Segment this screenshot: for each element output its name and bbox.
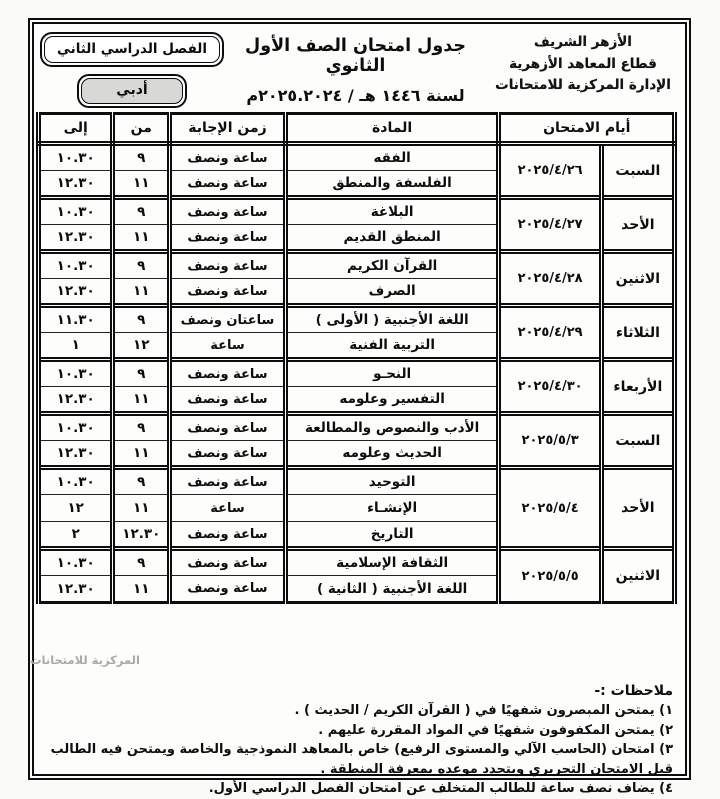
table-row <box>39 468 675 495</box>
subject-cell: القرآن الكريم <box>285 252 499 279</box>
duration-cell: ساعة ونصف <box>170 360 286 387</box>
to-cell: ١٢.٣٠ <box>39 171 113 198</box>
subject-cell: الصرف <box>285 279 499 306</box>
date-cell: ٢٠٢٥/٤/٢٧ <box>499 198 601 252</box>
exam-table-body <box>39 144 675 603</box>
to-cell: ١٠.٣٠ <box>39 549 113 576</box>
track-badge-label: أدبي <box>81 78 182 104</box>
col-header-subject: المادة <box>285 114 499 144</box>
track-badge <box>77 74 186 108</box>
duration-cell: ساعة ونصف <box>170 549 286 576</box>
day-cell: السبت <box>601 414 674 468</box>
azhar-logo <box>485 29 681 112</box>
day-cell: الأحد <box>601 468 674 549</box>
subject-cell: التربية الفنية <box>285 333 499 360</box>
duration-cell: ساعة ونصف <box>170 576 286 603</box>
note-item: ٤) يضاف نصف ساعة للطالب المتخلف عن امتحان الفصل الدراسي الأول. <box>208 781 673 796</box>
page-header <box>34 24 685 112</box>
day-cell: الثلاثاء <box>601 306 674 360</box>
subject-cell: الإنشـاء <box>285 495 499 522</box>
subject-cell: البلاغة <box>285 198 499 225</box>
col-header-days: أيام الامتحان <box>499 114 675 144</box>
to-cell: ١٢.٣٠ <box>39 441 113 468</box>
to-cell: ١٢ <box>39 495 113 522</box>
day-cell: الأحد <box>601 198 674 252</box>
date-cell: ٢٠٢٥/٤/٢٨ <box>499 252 601 306</box>
day-cell: الاثنين <box>601 549 674 603</box>
duration-cell: ساعة <box>170 495 286 522</box>
table-header-row <box>39 114 675 144</box>
subject-cell: النحـو <box>285 360 499 387</box>
table-row <box>39 198 675 225</box>
date-cell: ٢٠٢٥/٤/٣٠ <box>499 360 601 414</box>
from-cell: ٩ <box>113 198 170 225</box>
title-block <box>226 29 485 112</box>
to-cell: ١٠.٣٠ <box>39 198 113 225</box>
from-cell: ٩ <box>113 252 170 279</box>
duration-cell: ساعة ونصف <box>170 468 286 495</box>
from-cell: ١١ <box>113 576 170 603</box>
subject-cell: الفقه <box>285 144 499 171</box>
exam-schedule-table <box>36 112 677 604</box>
to-cell: ١٢.٣٠ <box>39 279 113 306</box>
duration-cell: ساعة <box>170 333 286 360</box>
from-cell: ٩ <box>113 306 170 333</box>
duration-cell: ساعة ونصف <box>170 252 286 279</box>
duration-cell: ساعة ونصف <box>170 387 286 414</box>
from-cell: ١١ <box>113 171 170 198</box>
duration-cell: ساعة ونصف <box>170 144 286 171</box>
from-cell: ٩ <box>113 549 170 576</box>
from-cell: ٩ <box>113 414 170 441</box>
duration-cell: ساعة ونصف <box>170 414 286 441</box>
day-cell: السبت <box>601 144 674 198</box>
table-row <box>39 306 675 333</box>
to-cell: ١٢.٣٠ <box>39 225 113 252</box>
day-cell: الأربعاء <box>601 360 674 414</box>
from-cell: ٩ <box>113 144 170 171</box>
to-cell: ١٢.٣٠ <box>39 387 113 414</box>
from-cell: ١١ <box>113 495 170 522</box>
subject-cell: الثقافة الإسلامية <box>285 549 499 576</box>
to-cell: ١٠.٣٠ <box>39 468 113 495</box>
date-cell: ٢٠٢٥/٤/٢٦ <box>499 144 601 198</box>
logo-line-2: قطاع المعاهد الأزهرية <box>509 55 657 72</box>
from-cell: ١١ <box>113 441 170 468</box>
logo-line-1: الأزهر الشريف <box>534 34 632 50</box>
table-row <box>39 252 675 279</box>
from-cell: ٩ <box>113 468 170 495</box>
table-row <box>39 360 675 387</box>
duration-cell: ساعة ونصف <box>170 198 286 225</box>
to-cell: ١٠.٣٠ <box>39 252 113 279</box>
note-item: ٢) يمتحن المكفوفون شفهيًا في المواد المقررة عليهم . <box>318 722 673 738</box>
table-row <box>39 414 675 441</box>
to-cell: ١٠.٣٠ <box>39 144 113 171</box>
to-cell: ١٠.٣٠ <box>39 414 113 441</box>
from-cell: ١١ <box>113 387 170 414</box>
to-cell: ١١.٣٠ <box>39 306 113 333</box>
note-item: ١) يمتحن المبصرون شفهيًا في ( القرآن الكريم / الحديث ) . <box>294 703 673 718</box>
date-cell: ٢٠٢٥/٥/٤ <box>499 468 601 549</box>
semester-badge-label: الفصل الدراسي الثاني <box>44 36 220 63</box>
subject-cell: المنطق القديم <box>285 225 499 252</box>
subject-cell: الحديث وعلومه <box>285 441 499 468</box>
from-cell: ١١ <box>113 225 170 252</box>
subject-cell: الفلسفة والمنطق <box>285 171 499 198</box>
col-header-from: من <box>113 114 170 144</box>
subject-cell: اللغة الأجنبية ( الثانية ) <box>285 576 499 603</box>
date-cell: ٢٠٢٥/٤/٢٩ <box>499 306 601 360</box>
semester-badge <box>40 32 224 67</box>
from-cell: ١١ <box>113 279 170 306</box>
subject-cell: الأدب والنصوص والمطالعة <box>285 414 499 441</box>
duration-cell: ساعتان ونصف <box>170 306 286 333</box>
year-line: لسنة ١٤٤٦ هـ / ٢٠٢٥.٢٠٢٤م <box>246 86 465 105</box>
duration-cell: ساعة ونصف <box>170 225 286 252</box>
from-cell: ٩ <box>113 360 170 387</box>
subject-cell: التوحيد <box>285 468 499 495</box>
subject-cell: اللغة الأجنبية ( الأولى ) <box>285 306 499 333</box>
document-sheet <box>28 18 691 796</box>
to-cell: ١٠.٣٠ <box>39 360 113 387</box>
to-cell: ٢ <box>39 522 113 549</box>
to-cell: ١ <box>39 333 113 360</box>
table-row <box>39 549 675 576</box>
duration-cell: ساعة ونصف <box>170 171 286 198</box>
duration-cell: ساعة ونصف <box>170 522 286 549</box>
subject-cell: التفسير وعلومه <box>285 387 499 414</box>
note-item: ٣) امتحان (الحاسب الآلي والمستوى الرفيع) خاص بالمعاهد النموذجية والخاصة ويمتحن فيه الطالب قبل الامتحان التحريري ويتحدد موعده بمعرفة المنطقة . <box>50 742 673 777</box>
table-row <box>39 144 675 171</box>
badges-block <box>38 29 226 112</box>
col-header-to: إلى <box>39 114 113 144</box>
duration-cell: ساعة ونصف <box>170 279 286 306</box>
watermark-text: المركزية للامتحانات <box>30 653 140 667</box>
day-cell: الاثنين <box>601 252 674 306</box>
subject-cell: التاريخ <box>285 522 499 549</box>
date-cell: ٢٠٢٥/٥/٥ <box>499 549 601 603</box>
logo-line-3: الإدارة المركزية للامتحانات <box>495 77 671 94</box>
notes-heading: ملاحظات :- <box>594 683 673 699</box>
from-cell: ١٢ <box>113 333 170 360</box>
notes-section <box>50 683 673 799</box>
date-cell: ٢٠٢٥/٥/٣ <box>499 414 601 468</box>
to-cell: ١٢.٣٠ <box>39 576 113 603</box>
page-title: جدول امتحان الصف الأول الثانوي <box>245 36 466 76</box>
col-header-duration: زمن الإجابة <box>170 114 286 144</box>
duration-cell: ساعة ونصف <box>170 441 286 468</box>
from-cell: ١٢.٣٠ <box>113 522 170 549</box>
